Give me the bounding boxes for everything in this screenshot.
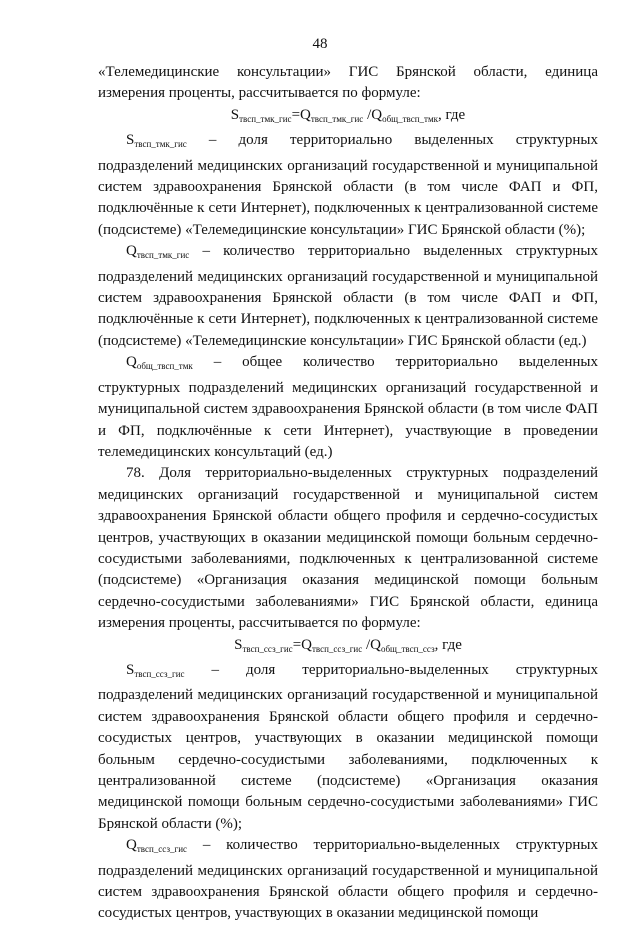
subscript: твсп_тмк_гис [136,250,190,261]
definition-s-ssz [98,660,598,835]
formula-ssz [98,635,598,660]
subscript: общ_твсп_тмк [382,113,439,124]
subscript: твсп_ссз_гис [134,668,185,679]
subscript: твсп_тмк_гис [134,139,187,150]
text-run: Q [126,243,137,260]
text-run: /Q [362,636,381,653]
text-run: Q [126,837,137,854]
paragraph-item-78: 78. Доля территориально-выделенных структурных подразделений медицинских организаций государственной и муниципальной систем здравоохранения Брянской области общего профиля и сердечно-сосудистых центров, участвующих в оказании медицинской помощи больным сердечно-сосудистыми заболеваниями, подключенных к централизованной системе (подсистеме) «Организация оказания медицинской помощи больным сердечно-сосудистыми заболеваниями» ГИС Брянской области, единица измерения проценты, рассчитывается по формуле: [98,465,598,632]
definition-q-ssz [98,835,598,925]
text-run: – количество территориально-выделенных структурных подразделений медицинских организаций государственной и муниципальной систем здравоохранения Брянской области общего профиля и сердечно-сосудистых центров, участвующих в оказании медицинской помощи [98,837,598,922]
text-run: – количество территориально выделенных структурных подразделений медицинских организаций государственной и муниципальной систем здравоохранения Брянской области (в том числе ФАП и ФП, подключённые к сети Интернет), подключенных к централизованной системе (подсистеме) «Телемедицинские консультации» ГИС Брянской области (ед.) [98,243,598,349]
subscript: общ_твсп_тмк [136,361,193,372]
text-run: Q [126,354,137,371]
definition-s-tmk [98,130,598,241]
subscript: твсп_ссз_гис [136,844,188,855]
definition-q-total-tmk [98,352,598,463]
subscript: твсп_тмк_гис [239,113,292,124]
text-run: =Q [291,106,311,123]
text-run: /Q [363,106,383,123]
text-run: S [126,661,135,678]
text-run: S [230,106,240,123]
text-run: S [234,636,243,653]
subscript: твсп_ссз_гис [242,643,293,654]
text-run: – доля территориально выделенных структурных подразделений медицинских организаций государственной и муниципальной систем здравоохранения Брянской области (в том числе ФАП и ФП, подключённые к сети Интернет), подключенных к централизованной системе (подсистеме) «Телемедицинские консультации» ГИС Брянской области (%); [98,132,598,238]
subscript: общ_твсп_ссз [380,643,435,654]
text-run: – доля территориально-выделенных структурных подразделений медицинских организаций государственной и муниципальной систем здравоохранения Брянской области общего профиля и сердечно-сосудистых центров, участвующих в оказании медицинской помощи больным сердечно-сосудистыми заболеваниями, подключенных к централизованной системе (подсистеме) «Организация оказания медицинской помощи больным сердечно-сосудистыми заболеваниями» ГИС Брянской области (%); [98,661,598,832]
text-run: – общее количество территориально выделенных структурных подразделений медицинских организаций государственной и муниципальной систем здравоохранения Брянской области (в том числе ФАП и ФП, подключённые к сети Интернет), участвующие в проведении телемедицинских консультаций (ед.) [98,354,598,460]
formula-tmk [98,105,598,130]
definition-q-tmk [98,241,598,352]
text-run: =Q [292,636,312,653]
text-run: , где [434,636,462,653]
subscript: твсп_тмк_гис [310,113,364,124]
page-number: 48 [312,36,328,52]
document-body [98,62,598,925]
subscript: твсп_ссз_гис [311,643,363,654]
text-run: S [126,132,135,149]
paragraph-tmk-intro: «Телемедицинские консультации» ГИС Брянской области, единица измерения проценты, рассчитывается по формуле: [98,64,598,102]
text-run: , где [438,106,466,123]
